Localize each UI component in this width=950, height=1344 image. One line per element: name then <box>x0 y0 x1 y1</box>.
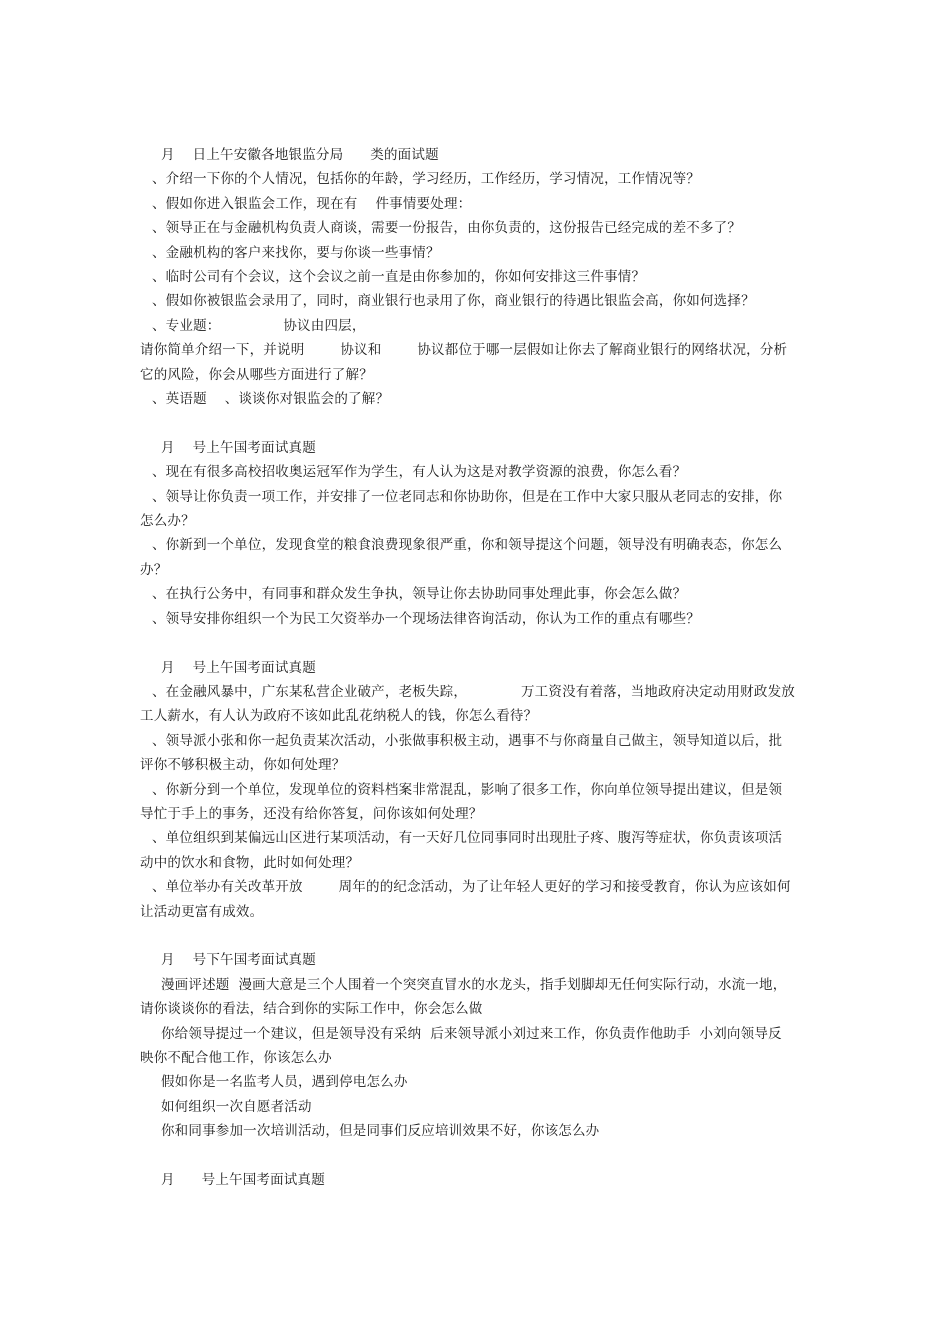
question-line: 、临时公司有个会议，这个会议之前一直是由你参加的，你如何安排这三件事情？ <box>143 269 646 286</box>
question-line: 怎么办？ <box>140 513 195 530</box>
question-line: 工人薪水，有人认为政府不该如此乱花纳税人的钱，你怎么看待？ <box>140 708 538 725</box>
question-line: 请你简单介绍一下，并说明 协议和 协议都位于哪一层假如让你去了解商业银行的网络状况，分析 <box>140 342 788 359</box>
section-title: 月 日上午安徽各地银监分局 类的面试题 <box>143 147 439 163</box>
question-line: 办？ <box>140 561 168 578</box>
question-line: 、领导派小张和你一起负责某次活动，小张做事积极主动，遇事不与你商量自己做主，领导知道以后，批 <box>143 732 783 749</box>
question-line: 、单位组织到某偏远山区进行某项活动，有一天好几位同事同时出现肚子疼、腹泻等症状，你负责该项活 <box>143 830 783 847</box>
section-exam-morning-1 <box>140 436 830 631</box>
question-line: 、领导让你负责一项工作，并安排了一位老同志和你协助你，但是在工作中大家只服从老同志的安排，你 <box>143 488 783 505</box>
question-line: 映你不配合他工作，你该怎么办 <box>140 1049 332 1066</box>
section-title: 月 号上午国考面试真题 <box>143 659 316 676</box>
section-title: 月 号上午国考面试真题 <box>143 439 316 456</box>
question-line: 假如你是一名监考人员，遇到停电怎么办 <box>143 1074 408 1091</box>
question-line: 评你不够积极主动，你如何处理？ <box>140 757 346 774</box>
section-spacer <box>143 1144 830 1168</box>
question-line: 、金融机构的客户来找你，要与你谈一些事情？ <box>143 244 440 261</box>
question-line: 、在执行公务中，有同事和群众发生争执，领导让你去协助同事处理此事，你会怎么做？ <box>143 586 687 603</box>
question-line: 、在金融风暴中，广东某私营企业破产，老板失踪， 万工资没有着落，当地政府决定动用财政发放 <box>143 683 795 700</box>
question-line: 、单位举办有关改革开放 周年的的纪念活动，为了让年轻人更好的学习和接受教育，你认为应该如何 <box>143 879 791 896</box>
question-line: 、领导安排你组织一个为民工欠资举办一个现场法律咨询活动，你认为工作的重点有哪些？ <box>143 610 700 627</box>
section-title: 月 号上午国考面试真题 <box>143 1172 325 1188</box>
section-exam-afternoon <box>140 948 830 1143</box>
question-line: 它的风险，你会从哪些方面进行了解？ <box>140 366 373 383</box>
question-line: 如何组织一次自愿者活动 <box>143 1098 312 1115</box>
section-spacer <box>143 411 830 435</box>
question-line: 、你新到一个单位，发现食堂的粮食浪费现象很严重，你和领导提这个问题，领导没有明确表态，你怎么 <box>143 537 783 554</box>
question-line: 、领导正在与金融机构负责人商谈，需要一份报告，由你负责的，这份报告已经完成的差不多了？ <box>143 220 742 237</box>
question-line: 、你新分到一个单位，发现单位的资料档案非常混乱，影响了很多工作，你向单位领导提出建议，但是领 <box>143 781 783 798</box>
question-line: 导忙于手上的事务，还没有给你答复，问你该如何处理？ <box>140 805 483 822</box>
question-line: 你和同事参加一次培训活动，但是同事们反应培训效果不好，你该怎么办 <box>143 1123 600 1140</box>
section-exam-morning-2 <box>140 656 830 924</box>
section-spacer <box>143 924 830 948</box>
question-line: 让活动更富有成效。 <box>140 903 264 920</box>
section-exam-morning-3 <box>143 1168 830 1192</box>
question-line: 、假如你被银监会录用了，同时，商业银行也录用了你，商业银行的待遇比银监会高，你如何选择？ <box>143 293 755 310</box>
question-line: 请你谈谈你的看法，结合到你的实际工作中，你会怎么做 <box>140 1001 483 1018</box>
question-line: 你给领导提过一个建议，但是领导没有采纳 后来领导派小刘过来工作，你负责作他助手 小刘向领导反 <box>143 1025 782 1042</box>
question-line: 、专业题： 协议由四层， <box>143 317 366 334</box>
question-line: 、现在有很多高校招收奥运冠军作为学生，有人认为这是对教学资源的浪费，你怎么看？ <box>143 464 687 481</box>
question-line: 漫画评述题 漫画大意是三个人围着一个突突直冒水的水龙头，指手划脚却无任何实际行动，水流一地， <box>143 976 787 993</box>
section-anhui-cbrc <box>140 143 830 411</box>
question-line: 、英语题 、谈谈你对银监会的了解？ <box>143 391 390 408</box>
question-line: 动中的饮水和食物，此时如何处理？ <box>140 854 360 871</box>
section-title: 月 号下午国考面试真题 <box>143 952 316 969</box>
question-line: 、介绍一下你的个人情况，包括你的年龄，学习经历，工作经历，学习情况，工作情况等？ <box>143 171 700 188</box>
section-spacer <box>143 631 830 655</box>
question-line: 、假如你进入银监会工作，现在有 件事情要处理： <box>143 195 472 212</box>
